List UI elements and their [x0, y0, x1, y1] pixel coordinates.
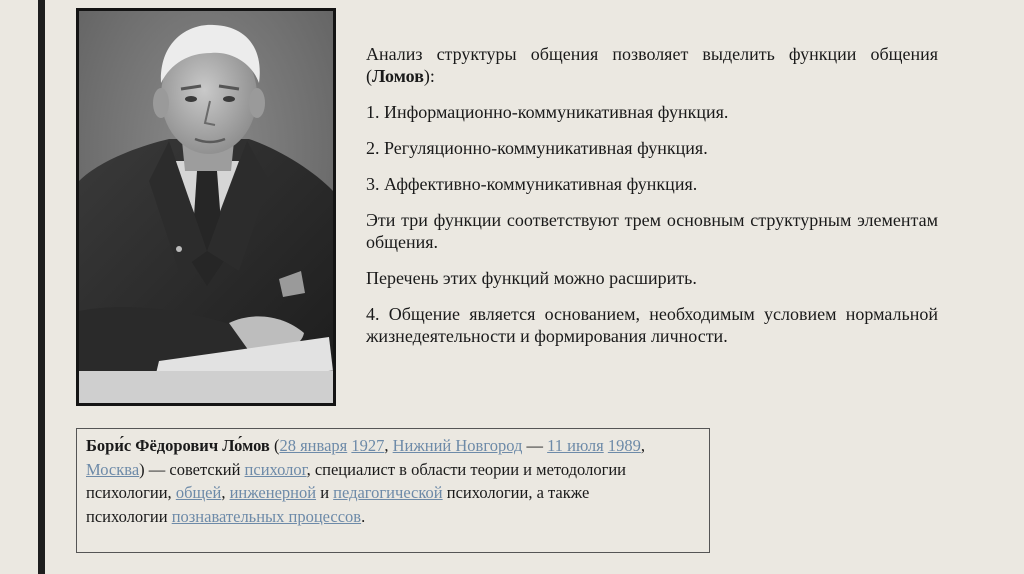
birth-year-link[interactable]: 1927: [351, 436, 385, 455]
bio-punct: ,: [640, 436, 645, 455]
bio-punct: ,: [221, 483, 230, 502]
bio-text: ) — советский: [139, 459, 245, 479]
death-year-link[interactable]: 1989: [607, 436, 641, 455]
bio-text: психологии: [86, 506, 172, 526]
summary-paragraph: Эти три функции соответствуют трем основным структурным элементам общения.: [366, 210, 938, 252]
bio-line-3: [86, 505, 701, 529]
birth-place-link[interactable]: Нижний Новгород: [392, 436, 523, 455]
pedagogical-psychology-link[interactable]: педагогической: [333, 483, 443, 502]
intro-text: Анализ структуры общения позволяет выделить функции общения (: [366, 44, 938, 86]
bio-punct: .: [361, 506, 366, 526]
bio-punct: —: [522, 436, 548, 455]
cognitive-processes-link[interactable]: познавательных процессов: [171, 506, 362, 526]
function-item-2: 2. Регуляционно-коммуникативная функция.: [366, 138, 708, 158]
death-date-link[interactable]: 11 июля: [547, 436, 604, 455]
psychologist-link[interactable]: психолог: [244, 459, 307, 479]
bio-line-2: [86, 481, 701, 505]
general-psychology-link[interactable]: общей: [175, 483, 222, 502]
intro-paragraph: [366, 43, 938, 87]
function-item-3: 3. Аффективно-коммуникативная функция.: [366, 174, 698, 194]
function-item-1: 1. Информационно-коммуникативная функция.: [366, 102, 729, 122]
left-accent-bar: [38, 0, 45, 574]
bio-text: психологии, а также: [442, 483, 590, 502]
bio-punct: ,: [384, 436, 393, 455]
bio-name: Бори́с Фёдорович Ло́мов: [86, 436, 270, 455]
function-item-4: 4. Общение является основанием, необходимым условием нормальной жизнедеятельности и формирования личности.: [366, 304, 938, 346]
bio-text: психологии,: [86, 483, 176, 502]
lomov-bold-name: Ломов: [372, 66, 424, 86]
bio-line-1: [86, 434, 701, 481]
bio-text: , специалист в области теории и методологии: [306, 459, 626, 479]
intro-closing: ):: [423, 66, 435, 86]
bio-text: и: [316, 483, 334, 502]
bio-punct: (: [269, 436, 280, 455]
main-text-block: [366, 43, 938, 361]
biography-box: [76, 428, 710, 553]
death-place-link[interactable]: Москва: [86, 459, 140, 479]
birth-date-link[interactable]: 28 января: [279, 436, 348, 455]
engineering-psychology-link[interactable]: инженерной: [229, 483, 317, 502]
portrait-photo: [76, 8, 336, 406]
extension-note: Перечень этих функций можно расширить.: [366, 268, 697, 288]
